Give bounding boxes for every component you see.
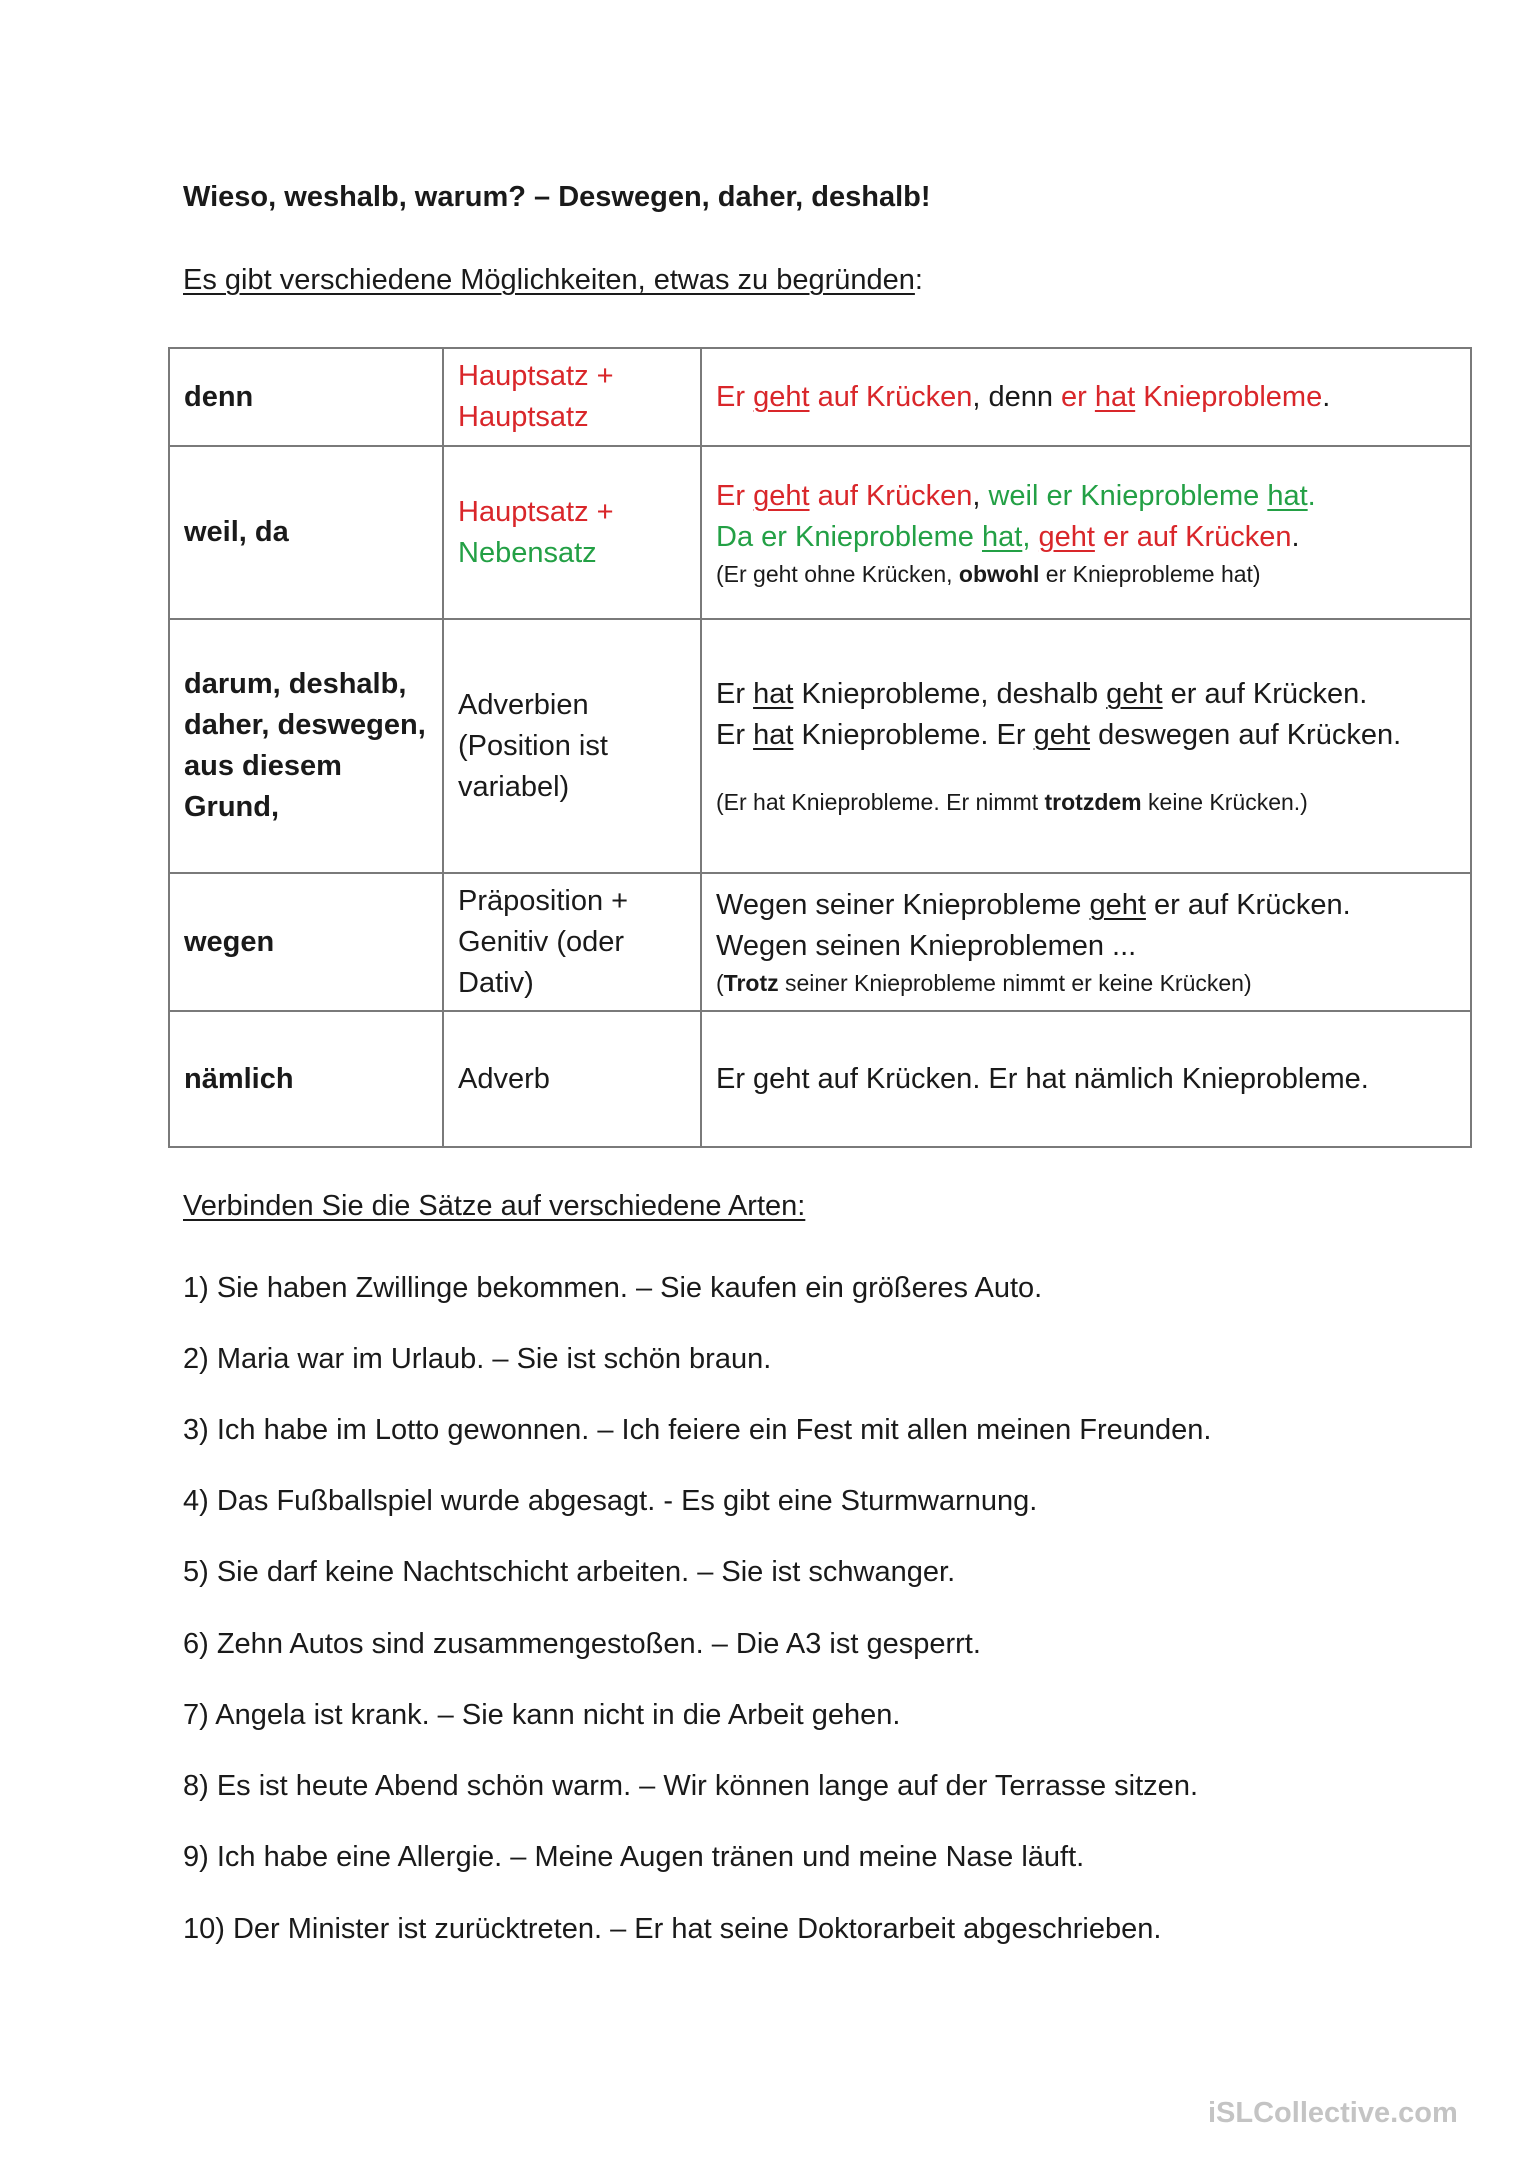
example-sentence: Er hat Knieprobleme, deshalb geht er auf Krücken. [716, 678, 1368, 710]
example-cell [701, 348, 1471, 446]
example-sentence: Da er Knieprobleme hat, geht er auf Krücken. [716, 520, 1300, 553]
table-row [169, 1011, 1471, 1147]
example-sentence: Er geht auf Krücken, denn er hat Knieprobleme. [716, 380, 1331, 413]
intro-colon: : [914, 264, 923, 296]
exercise-item: 8) Es ist heute Abend schön warm. – Wir können lange auf der Terrasse sitzen. [183, 1770, 1198, 1802]
exercise-item: 5) Sie darf keine Nachtschicht arbeiten. – Sie ist schwanger. [183, 1556, 956, 1588]
exercise-item: 10) Der Minister ist zurücktreten. – Er hat seine Doktorarbeit abgeschrieben. [183, 1913, 1162, 1945]
clause-type: Präposition + Genitiv (oder Dativ) [443, 873, 701, 1011]
table-row [169, 446, 1471, 619]
example-sentence: Er hat Knieprobleme. Er geht deswegen auf Krücken. [716, 719, 1402, 751]
clause-type: Adverb [443, 1011, 701, 1147]
example-cell [701, 873, 1471, 1011]
example-sentence: Er geht auf Krücken, weil er Knieprobleme hat. [716, 479, 1316, 512]
connector-word: weil, da [169, 446, 443, 619]
table-row [169, 873, 1471, 1011]
connector-word: darum, deshalb, daher, deswegen, aus diesem Grund, [169, 619, 443, 873]
intro-underlined: Es gibt verschiedene Möglichkeiten, etwas zu begründen [183, 264, 915, 296]
exercise-item: 7) Angela ist krank. – Sie kann nicht in die Arbeit gehen. [183, 1699, 901, 1731]
example-sentence: Er geht auf Krücken. Er hat nämlich Knieprobleme. [716, 1062, 1369, 1095]
grammar-table [168, 347, 1472, 1148]
exercise-item: 3) Ich habe im Lotto gewonnen. – Ich feiere ein Fest mit allen meinen Freunden. [183, 1414, 1212, 1446]
example-cell [701, 619, 1471, 873]
contrast-note: (Er geht ohne Krücken, obwohl er Knieprobleme hat) [716, 560, 1261, 587]
worksheet-title: Wieso, weshalb, warum? – Deswegen, daher, deshalb! [183, 181, 931, 213]
connector-word: nämlich [169, 1011, 443, 1147]
table-row [169, 619, 1471, 873]
site-watermark: iSLCollective.com [1208, 2097, 1458, 2129]
table-row [169, 348, 1471, 446]
exercise-item: 4) Das Fußballspiel wurde abgesagt. - Es gibt eine Sturmwarnung. [183, 1485, 1038, 1517]
exercise-item: 2) Maria war im Urlaub. – Sie ist schön braun. [183, 1343, 772, 1375]
contrast-note: (Er hat Knieprobleme. Er nimmt trotzdem keine Krücken.) [716, 789, 1308, 815]
example-cell [701, 1011, 1471, 1147]
clause-type: Adverbien (Position ist variabel) [443, 619, 701, 873]
example-sentence: Wegen seinen Knieproblemen ... [716, 930, 1137, 962]
exercise-item: 6) Zehn Autos sind zusammengestoßen. – Die A3 ist gesperrt. [183, 1628, 981, 1660]
example-cell [701, 446, 1471, 619]
clause-type: Hauptsatz + Hauptsatz [443, 348, 701, 446]
exercise-heading: Verbinden Sie die Sätze auf verschiedene Arten: [183, 1190, 806, 1222]
exercise-item: 1) Sie haben Zwillinge bekommen. – Sie kaufen ein größeres Auto. [183, 1272, 1043, 1304]
example-sentence: Wegen seiner Knieprobleme geht er auf Krücken. [716, 889, 1351, 921]
intro-text [183, 264, 923, 297]
exercise-item: 9) Ich habe eine Allergie. – Meine Augen tränen und meine Nase läuft. [183, 1841, 1085, 1873]
connector-word: denn [169, 348, 443, 446]
contrast-note: (Trotz seiner Knieprobleme nimmt er keine Krücken) [716, 970, 1252, 996]
connector-word: wegen [169, 873, 443, 1011]
clause-type: Hauptsatz + Nebensatz [443, 446, 701, 619]
